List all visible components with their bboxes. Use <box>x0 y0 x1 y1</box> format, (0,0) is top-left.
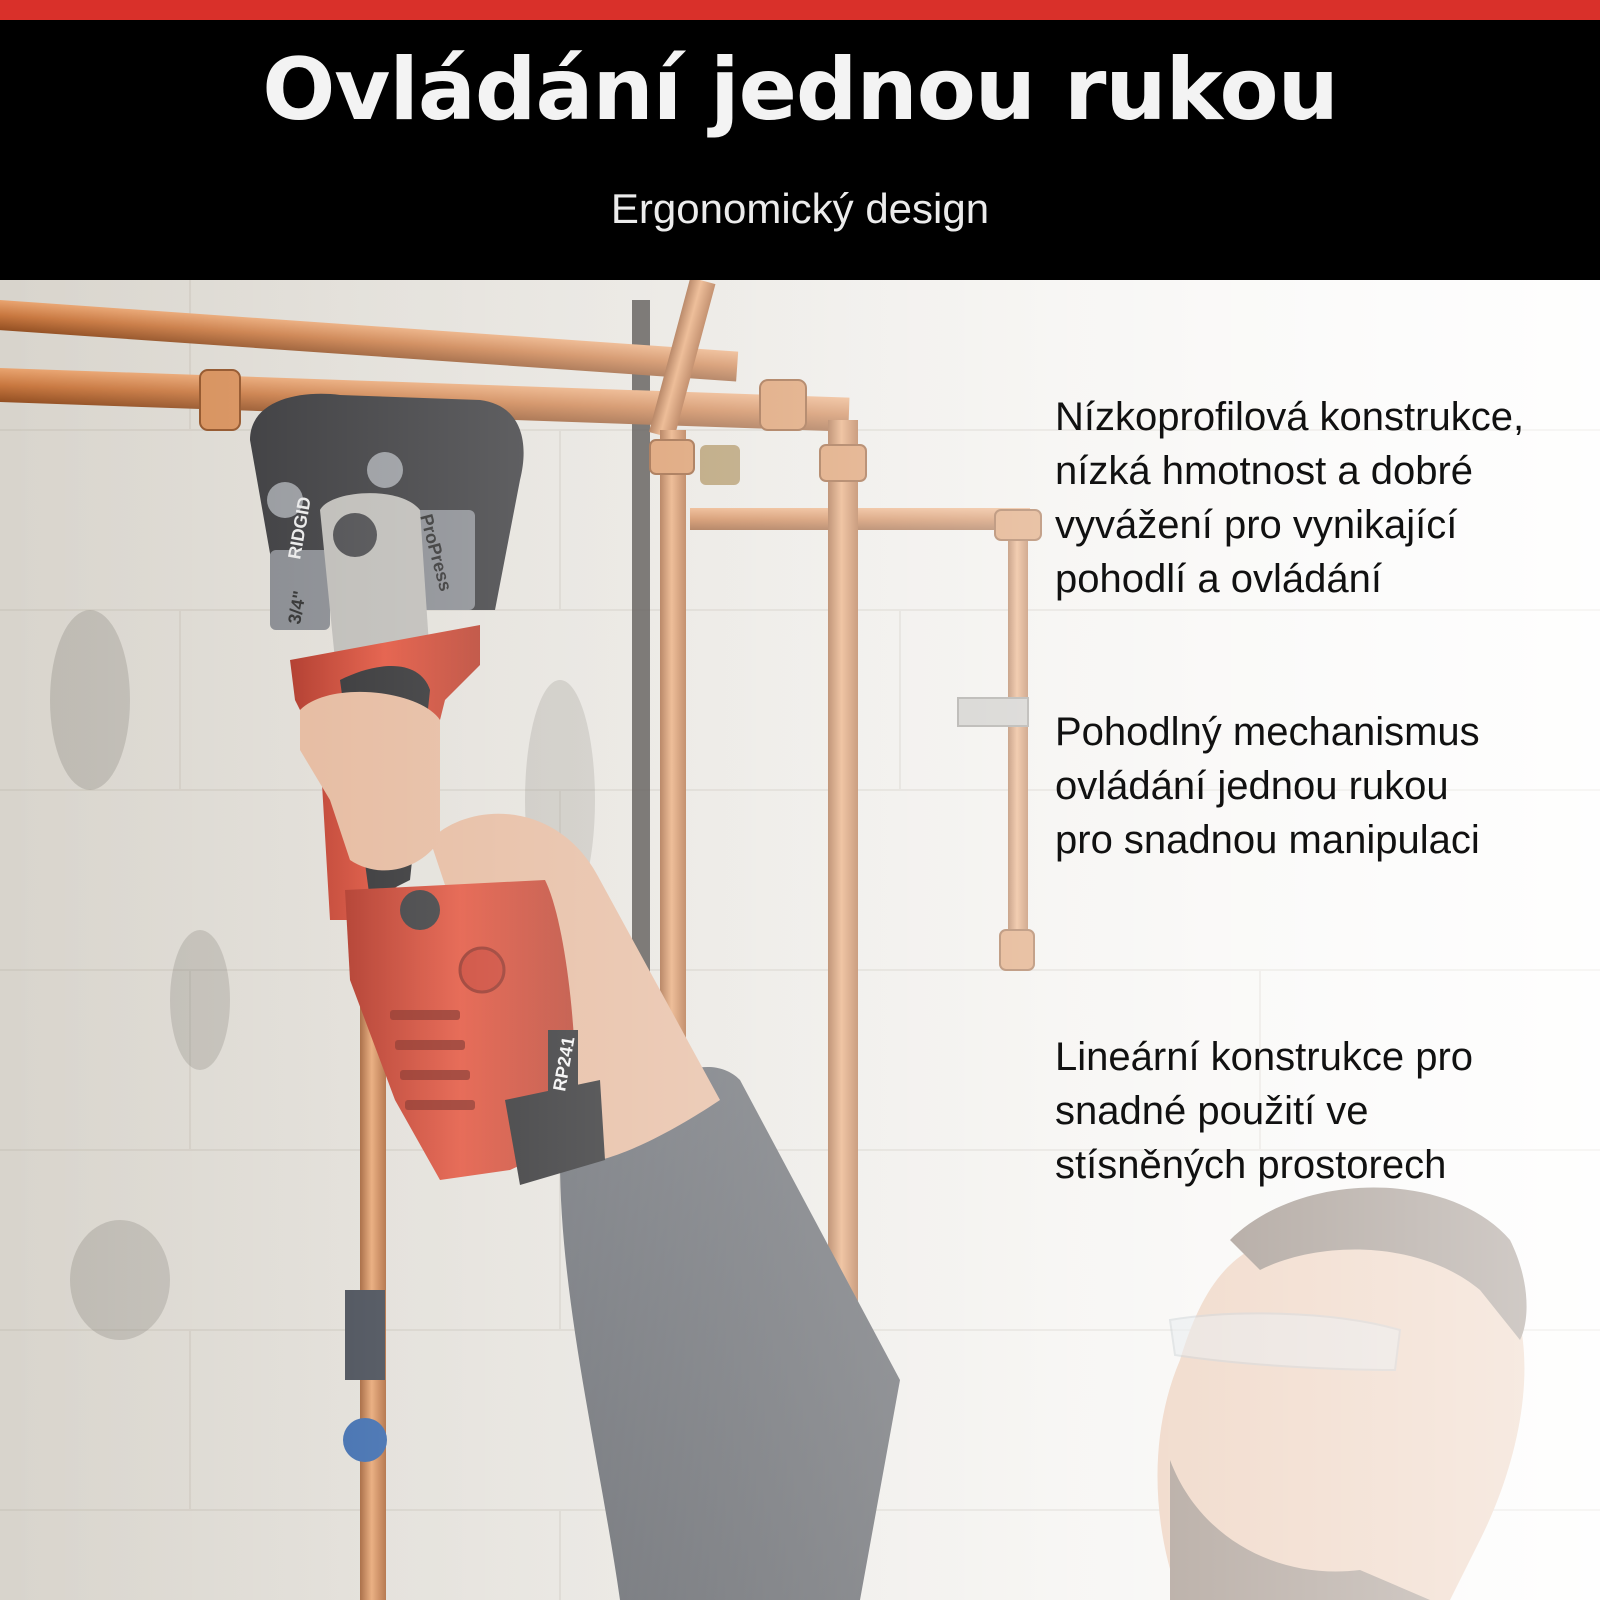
feature-line: ovládání jednou rukou <box>1055 764 1449 808</box>
feature-line: Lineární konstrukce pro <box>1055 1035 1474 1079</box>
feature-line: pohodlí a ovládání <box>1055 557 1382 601</box>
feature-linear-design <box>1055 1030 1595 1192</box>
feature-line: pro snadnou manipulaci <box>1055 818 1480 862</box>
feature-low-profile <box>1055 390 1595 606</box>
feature-line: vyvážení pro vynikající <box>1055 503 1458 547</box>
top-accent-stripe <box>0 0 1600 20</box>
feature-line: Nízkoprofilová konstrukce, <box>1055 395 1525 439</box>
feature-one-hand <box>1055 705 1595 867</box>
feature-line: stísněných prostorech <box>1055 1143 1447 1187</box>
feature-line: nízká hmotnost a dobré <box>1055 449 1474 493</box>
feature-line: Pohodlný mechanismus <box>1055 710 1480 754</box>
page-title: Ovládání jednou rukou <box>262 40 1338 140</box>
page-subtitle: Ergonomický design <box>610 185 990 232</box>
feature-line: snadné použití ve <box>1055 1089 1369 1133</box>
